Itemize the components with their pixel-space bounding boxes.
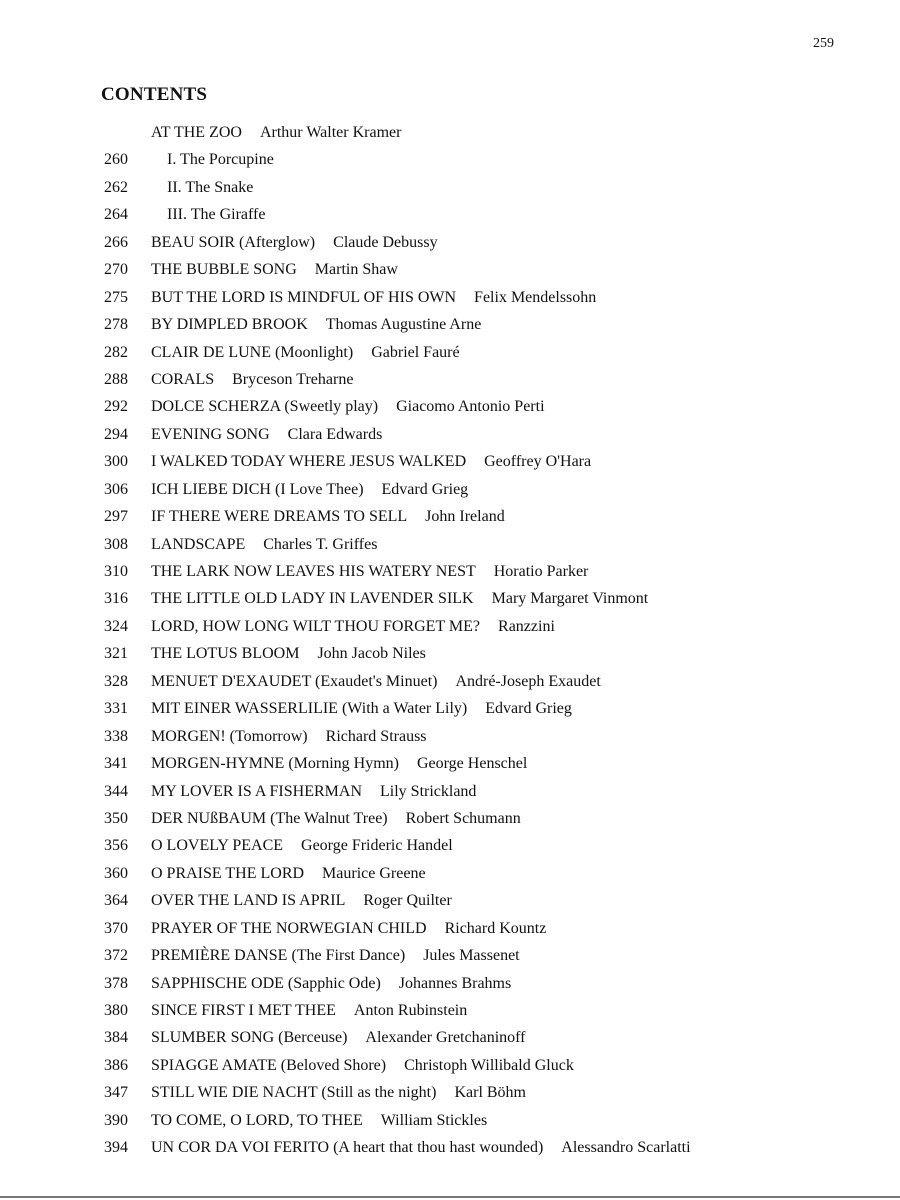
toc-main [151, 805, 521, 832]
toc-page-number: 306 [104, 480, 128, 498]
toc-composer: Gabriel Fauré [371, 343, 460, 361]
toc-page-number: 266 [104, 233, 128, 251]
toc-composer: Bryceson Treharne [232, 370, 354, 388]
toc-entry [0, 421, 900, 448]
toc-entry [0, 970, 900, 997]
toc-main [151, 915, 546, 942]
toc-main [151, 778, 476, 805]
toc-main [151, 695, 572, 722]
toc-main [151, 668, 601, 695]
toc-entry [0, 284, 900, 311]
toc-page-number: 350 [104, 809, 128, 827]
toc-entry [0, 256, 900, 283]
toc-entry [0, 146, 900, 173]
toc-title: MIT EINER WASSERLILIE (With a Water Lily) [151, 700, 468, 718]
toc-main [151, 448, 591, 475]
toc-entry [0, 750, 900, 777]
toc-page-number: 308 [104, 535, 128, 553]
toc-entry [0, 201, 900, 228]
toc-main [151, 1052, 574, 1079]
toc-title: THE LOTUS BLOOM [151, 645, 300, 663]
toc-title: SINCE FIRST I MET THEE [151, 1002, 336, 1019]
toc-main [167, 201, 265, 228]
toc-entry [0, 695, 900, 722]
toc-main [151, 503, 505, 530]
toc-composer: Anton Rubinstein [353, 1002, 468, 1019]
toc-page-number: 386 [104, 1056, 128, 1074]
toc-title: DER NUßBAUM (The Walnut Tree) [151, 809, 388, 827]
toc-main [151, 421, 382, 448]
toc-composer: Alessandro Scarlatti [561, 1139, 691, 1157]
toc-composer: George Henschel [416, 755, 528, 773]
toc-main [151, 860, 426, 887]
toc-main [151, 585, 648, 612]
toc-main [151, 1079, 526, 1106]
toc-page-number: 341 [104, 755, 128, 773]
toc-title: STILL WIE DIE NACHT (Still as the night) [151, 1084, 437, 1102]
toc-page-number: 328 [104, 672, 128, 690]
toc-entry [0, 558, 900, 585]
toc-main [167, 146, 274, 173]
toc-main [151, 723, 427, 750]
toc-page-number: 288 [104, 370, 128, 388]
toc-entry [0, 393, 900, 420]
toc-composer: Thomas Augustine Arne [325, 316, 482, 334]
toc-main [151, 640, 426, 667]
toc-entry [0, 832, 900, 859]
toc-title: MORGEN! (Tomorrow) [151, 727, 308, 745]
toc-composer: Richard Strauss [325, 727, 427, 745]
toc-page-number: 390 [104, 1111, 128, 1129]
toc-composer: Alexander Gretchaninoff [365, 1029, 526, 1047]
toc-main [151, 229, 438, 256]
toc-entry [0, 915, 900, 942]
toc-title: MY LOVER IS A FISHERMAN [151, 782, 362, 800]
toc-title: MENUET D'EXAUDET (Exaudet's Minuet) [151, 672, 438, 690]
toc-title: OVER THE LAND IS APRIL [151, 892, 346, 910]
contents-heading: CONTENTS [101, 84, 208, 105]
toc-entry [0, 119, 900, 146]
toc-page-number: 316 [104, 590, 128, 608]
toc-entry [0, 1079, 900, 1106]
toc-composer: Arthur Walter Kramer [259, 124, 402, 141]
toc-title: BUT THE LORD IS MINDFUL OF HIS OWN [151, 288, 457, 306]
toc-page-number: 370 [104, 919, 128, 937]
toc-page-number: 260 [104, 151, 128, 169]
toc-page-number: 282 [104, 343, 128, 361]
toc-page-number: 364 [104, 892, 128, 910]
toc-page-number: 338 [104, 727, 128, 745]
toc-title: PRAYER OF THE NORWEGIAN CHILD [151, 919, 427, 937]
toc-title: CORALS [151, 370, 215, 388]
toc-entry [0, 585, 900, 612]
toc-entry [0, 1052, 900, 1079]
toc-main [151, 119, 401, 146]
toc-main [151, 832, 453, 859]
toc-title: IF THERE WERE DREAMS TO SELL [151, 508, 408, 526]
toc-main [151, 311, 481, 338]
toc-page-number: 384 [104, 1029, 128, 1047]
toc-title: O LOVELY PEACE [151, 837, 284, 855]
toc-page-number: 278 [104, 316, 128, 334]
toc-entry [0, 229, 900, 256]
toc-page-number: 297 [104, 508, 128, 526]
toc-main [151, 970, 511, 997]
toc-composer: Claude Debussy [333, 233, 438, 251]
toc-title: ICH LIEBE DICH (I Love Thee) [151, 480, 364, 498]
toc-composer: Edvard Grieg [381, 480, 469, 498]
toc-entry [0, 997, 900, 1024]
toc-composer: Karl Böhm [454, 1084, 526, 1102]
toc-title: TO COME, O LORD, TO THEE [151, 1111, 363, 1129]
toc-main [151, 942, 520, 969]
toc-title: LANDSCAPE [151, 535, 246, 553]
toc-page-number: 347 [104, 1084, 128, 1102]
toc-entry [0, 531, 900, 558]
toc-composer: Roger Quilter [363, 892, 452, 910]
toc-title: DOLCE SCHERZA (Sweetly play) [151, 398, 379, 416]
toc-entry [0, 668, 900, 695]
toc-main [151, 476, 468, 503]
toc-main [151, 558, 588, 585]
toc-title: UN COR DA VOI FERITO (A heart that thou hast wounded) [151, 1139, 544, 1157]
toc-title: LORD, HOW LONG WILT THOU FORGET ME? [151, 617, 481, 635]
toc-composer: André-Joseph Exaudet [455, 672, 601, 690]
toc-composer: Christoph Willibald Gluck [404, 1056, 574, 1074]
toc-composer: Mary Margaret Vinmont [491, 590, 649, 608]
toc-title: III. The Giraffe [167, 206, 266, 224]
toc-composer: Edvard Grieg [485, 700, 572, 718]
toc-page-number: 264 [104, 206, 128, 224]
toc-entry [0, 366, 900, 393]
toc-entry [0, 476, 900, 503]
toc-main [151, 393, 545, 420]
toc-page-number: 310 [104, 563, 128, 580]
toc-composer: Johannes Brahms [398, 974, 512, 992]
toc-main [151, 256, 398, 283]
toc-page-number: 360 [104, 864, 128, 882]
toc-title: I. The Porcupine [167, 151, 274, 169]
table-of-contents [0, 119, 900, 1162]
toc-title: PREMIÈRE DANSE (The First Dance) [151, 947, 406, 965]
toc-main [151, 1134, 691, 1161]
toc-title: MORGEN-HYMNE (Morning Hymn) [151, 755, 399, 773]
toc-title: AT THE ZOO [151, 124, 242, 141]
toc-entry [0, 1107, 900, 1134]
toc-main [151, 284, 596, 311]
toc-composer: Richard Kountz [444, 919, 547, 937]
toc-entry [0, 613, 900, 640]
toc-entry [0, 311, 900, 338]
toc-composer: Charles T. Griffes [263, 535, 378, 553]
toc-composer: John Ireland [425, 508, 505, 526]
toc-page-number: 275 [104, 288, 128, 306]
toc-composer: Jules Massenet [423, 947, 520, 965]
toc-title: I WALKED TODAY WHERE JESUS WALKED [151, 453, 467, 471]
toc-entry [0, 640, 900, 667]
toc-page-number: 331 [104, 700, 128, 718]
toc-page-number: 378 [104, 974, 128, 992]
toc-composer: Lily Strickland [380, 782, 477, 800]
toc-page-number: 292 [104, 398, 128, 416]
toc-composer: Maurice Greene [322, 864, 426, 882]
toc-title: SPIAGGE AMATE (Beloved Shore) [151, 1056, 387, 1074]
toc-composer: John Jacob Niles [317, 645, 426, 663]
toc-main [151, 887, 452, 914]
toc-page-number: 394 [104, 1139, 128, 1157]
toc-title: EVENING SONG [151, 425, 270, 443]
toc-composer: Horatio Parker [493, 563, 589, 580]
toc-page-number: 294 [104, 425, 128, 443]
toc-composer: Clara Edwards [287, 425, 383, 443]
toc-composer: Ranzzini [498, 617, 555, 635]
toc-title: SLUMBER SONG (Berceuse) [151, 1029, 348, 1047]
toc-page-number: 324 [104, 617, 128, 635]
toc-page-number: 321 [104, 645, 128, 663]
toc-title: BY DIMPLED BROOK [151, 316, 308, 334]
toc-entry [0, 887, 900, 914]
toc-title: SAPPHISCHE ODE (Sapphic Ode) [151, 974, 381, 992]
toc-composer: William Stickles [380, 1111, 488, 1129]
toc-entry [0, 723, 900, 750]
toc-entry [0, 778, 900, 805]
toc-entry [0, 1134, 900, 1161]
toc-composer: Felix Mendelssohn [474, 288, 597, 306]
toc-main [151, 1024, 526, 1051]
toc-main [151, 750, 527, 777]
toc-main [151, 613, 555, 640]
toc-entry [0, 805, 900, 832]
toc-page-number: 344 [104, 782, 128, 800]
toc-entry [0, 503, 900, 530]
toc-main [151, 339, 460, 366]
toc-main [151, 366, 353, 393]
toc-main [151, 997, 467, 1024]
toc-main [151, 531, 377, 558]
toc-title: BEAU SOIR (Afterglow) [151, 233, 316, 251]
toc-page-number: 262 [104, 178, 128, 196]
toc-title: THE LITTLE OLD LADY IN LAVENDER SILK [151, 590, 474, 608]
toc-page-number: 372 [104, 947, 128, 965]
toc-entry [0, 1024, 900, 1051]
toc-page-number: 300 [104, 453, 128, 471]
toc-title: O PRAISE THE LORD [151, 864, 305, 882]
toc-entry [0, 448, 900, 475]
toc-entry [0, 339, 900, 366]
page-number: 259 [813, 36, 834, 51]
toc-entry [0, 942, 900, 969]
toc-main [167, 174, 253, 201]
toc-page-number: 380 [104, 1002, 128, 1019]
toc-title: THE BUBBLE SONG [151, 261, 297, 279]
toc-page-number: 356 [104, 837, 128, 855]
toc-composer: George Frideric Handel [301, 837, 453, 855]
toc-title: THE LARK NOW LEAVES HIS WATERY NEST [151, 563, 476, 580]
toc-entry [0, 860, 900, 887]
toc-composer: Geoffrey O'Hara [484, 453, 592, 471]
toc-composer: Martin Shaw [314, 261, 398, 279]
toc-composer: Giacomo Antonio Perti [396, 398, 545, 416]
toc-entry [0, 174, 900, 201]
toc-title: CLAIR DE LUNE (Moonlight) [151, 343, 354, 361]
toc-main [151, 1107, 487, 1134]
toc-composer: Robert Schumann [405, 809, 521, 827]
toc-title: II. The Snake [167, 178, 254, 196]
toc-page-number: 270 [104, 261, 128, 279]
bottom-rule [0, 1196, 900, 1198]
